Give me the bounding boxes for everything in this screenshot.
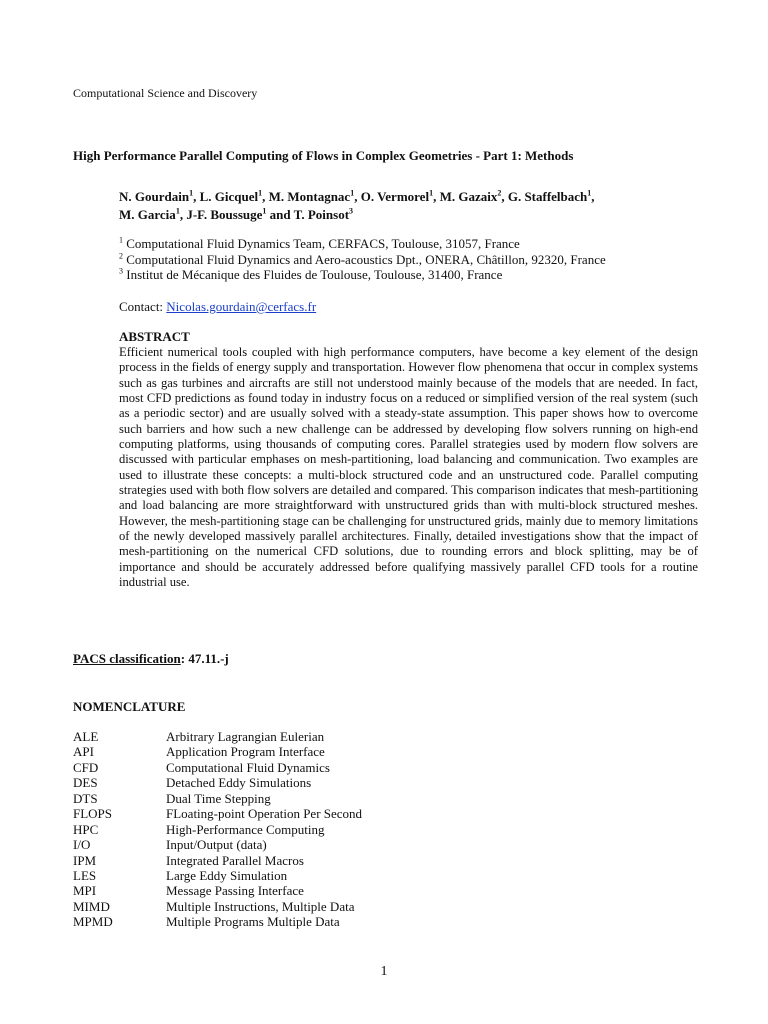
nomenclature-definition: Integrated Parallel Macros	[166, 852, 304, 868]
nomenclature-definition: High-Performance Computing	[166, 821, 325, 837]
author-separator: ,	[591, 189, 595, 204]
author-name: N. Gourdain	[119, 189, 190, 204]
author-affiliation-mark: 1	[258, 188, 263, 198]
author-name: G. Staffelbach	[507, 189, 588, 204]
author-list	[119, 188, 679, 224]
pacs-value: : 47.11.-j	[180, 651, 229, 666]
nomenclature-abbreviation: DES	[73, 775, 98, 791]
nomenclature-definition: Application Program Interface	[166, 744, 325, 760]
author-affiliation-mark: 1	[262, 206, 267, 216]
nomenclature-definition: Message Passing Interface	[166, 883, 304, 899]
nomenclature-definition: FLoating-point Operation Per Second	[166, 806, 363, 822]
paper-title: High Performance Parallel Computing of Flows in Complex Geometries - Part 1: Methods	[73, 148, 574, 163]
affiliation-mark: 1	[119, 235, 123, 245]
nomenclature-abbreviation: IPM	[73, 852, 97, 868]
contact-label: Contact:	[119, 299, 167, 314]
nomenclature-abbreviation: LES	[73, 867, 97, 883]
nomenclature-abbreviation: FLOPS	[73, 806, 113, 822]
nomenclature-row	[73, 775, 473, 790]
author-line-2	[119, 206, 679, 224]
author-separator: ,	[262, 189, 269, 204]
affiliation-text: Institut de Mécanique des Fluides de Toulouse, Toulouse, 31400, France	[126, 267, 503, 282]
author-affiliation-mark: 1	[175, 206, 180, 216]
author-separator: ,	[354, 189, 361, 204]
nomenclature-row	[73, 899, 473, 914]
author-separator: ,	[193, 189, 200, 204]
nomenclature-row	[73, 853, 473, 868]
affiliation-item	[119, 252, 606, 268]
affiliation-text: Computational Fluid Dynamics Team, CERFACS, Toulouse, 31057, France	[126, 236, 520, 251]
author-name: T. Poinsot	[293, 207, 350, 222]
page-number: 1	[380, 964, 388, 979]
contact-line	[119, 299, 316, 315]
affiliation-text: Computational Fluid Dynamics and Aero-acoustics Dpt., ONERA, Châtillon, 92320, France	[126, 251, 606, 267]
author-affiliation-mark: 1	[429, 188, 434, 198]
nomenclature-row	[73, 791, 473, 806]
nomenclature-abbreviation: ALE	[73, 729, 99, 744]
affiliation-mark: 3	[119, 266, 123, 276]
affiliation-mark: 2	[119, 251, 123, 261]
nomenclature-abbreviation: DTS	[73, 790, 98, 806]
author-separator: ,	[179, 207, 187, 222]
nomenclature-abbreviation: API	[73, 744, 94, 760]
author-affiliation-mark: 1	[350, 188, 355, 198]
nomenclature-definition: Arbitrary Lagrangian Eulerian	[166, 729, 325, 744]
nomenclature-abbreviation: HPC	[73, 821, 99, 837]
contact-email-link[interactable]: Nicolas.gourdain@cerfacs.fr	[166, 299, 317, 314]
affiliation-item	[119, 267, 606, 283]
journal-name: Computational Science and Discovery	[73, 86, 258, 100]
author-name: M. Gazaix	[439, 189, 498, 204]
nomenclature-definition: Detached Eddy Simulations	[166, 775, 312, 791]
nomenclature-row	[73, 760, 473, 775]
nomenclature-abbreviation: MPMD	[73, 914, 113, 930]
pacs-label: PACS classification	[73, 651, 181, 666]
affiliation-item	[119, 236, 606, 252]
nomenclature-row	[73, 744, 473, 759]
author-affiliation-mark: 1	[189, 188, 194, 198]
abstract-text: Efficient numerical tools coupled with high performance computers, have become a key element of the design process in the fields of energy supply and transportation. However flow phenomena that occur in complex systems such as gas turbines and aircrafts are still not understood mainly because of the models that are needed. In fact, most CFD predictions as found today in industry focus on a reduced or simplified version of the real system (such as a periodic sector) and are usually solved with a steady-state assumption. This paper shows how to overcome such barriers and how such a new challenge can be addressed by developing flow solvers running on high-end computing platforms, using thousands of computing cores. Parallel strategies used by modern flow solvers are discussed with particular emphases on mesh-partitioning, load balancing and communication. Two examples are used to illustrate these concepts: a multi-block structured code and an unstructured code. Parallel computing strategies used with both flow solvers are detailed and compared. This comparison indicates that mesh-partitioning and load balancing are more straightforward with unstructured grids than with multi-block structured meshes. However, the mesh-partitioning stage can be challenging for unstructured grids, mainly due to memory limitations of the newly developed massively parallel architectures. Finally, detailed investigations show that the impact of mesh-partitioning on the numerical CFD solutions, due to rounding errors and block splitting, may be of importance and should be accurately addressed before qualifying massively parallel CFD tools for a routine industrial use.	[119, 345, 698, 590]
nomenclature-heading: NOMENCLATURE	[73, 699, 186, 714]
nomenclature-abbreviation: I/O	[73, 837, 91, 853]
nomenclature-definition: Multiple Instructions, Multiple Data	[166, 898, 355, 914]
nomenclature-definition: Computational Fluid Dynamics	[166, 759, 330, 775]
nomenclature-list	[73, 729, 473, 930]
nomenclature-definition: Large Eddy Simulation	[166, 867, 288, 883]
nomenclature-abbreviation: MIMD	[73, 898, 110, 914]
affiliation-list	[119, 236, 606, 283]
author-affiliation-mark: 2	[497, 188, 502, 198]
pacs-classification	[73, 651, 229, 667]
author-name: J-F. Boussuge	[186, 207, 263, 222]
nomenclature-definition: Multiple Programs Multiple Data	[166, 914, 340, 930]
author-name: O. Vermorel	[360, 189, 430, 204]
nomenclature-row	[73, 837, 473, 852]
nomenclature-definition: Dual Time Stepping	[166, 790, 271, 806]
author-affiliation-mark: 1	[587, 188, 592, 198]
author-affiliation-mark: 3	[349, 206, 354, 216]
author-separator: and	[266, 207, 294, 222]
author-line-1	[119, 188, 679, 206]
author-separator: ,	[433, 189, 440, 204]
nomenclature-abbreviation: MPI	[73, 883, 97, 899]
author-name: L. Gicquel	[199, 189, 259, 204]
abstract-heading: ABSTRACT	[119, 329, 190, 344]
author-name: M. Montagnac	[268, 189, 351, 204]
nomenclature-row	[73, 822, 473, 837]
author-separator: ,	[501, 189, 508, 204]
nomenclature-abbreviation: CFD	[73, 759, 99, 775]
nomenclature-row	[73, 729, 473, 744]
nomenclature-row	[73, 914, 473, 929]
nomenclature-row	[73, 868, 473, 883]
nomenclature-row	[73, 883, 473, 898]
nomenclature-row	[73, 806, 473, 821]
author-name: M. Garcia	[119, 207, 176, 222]
nomenclature-definition: Input/Output (data)	[166, 837, 267, 853]
